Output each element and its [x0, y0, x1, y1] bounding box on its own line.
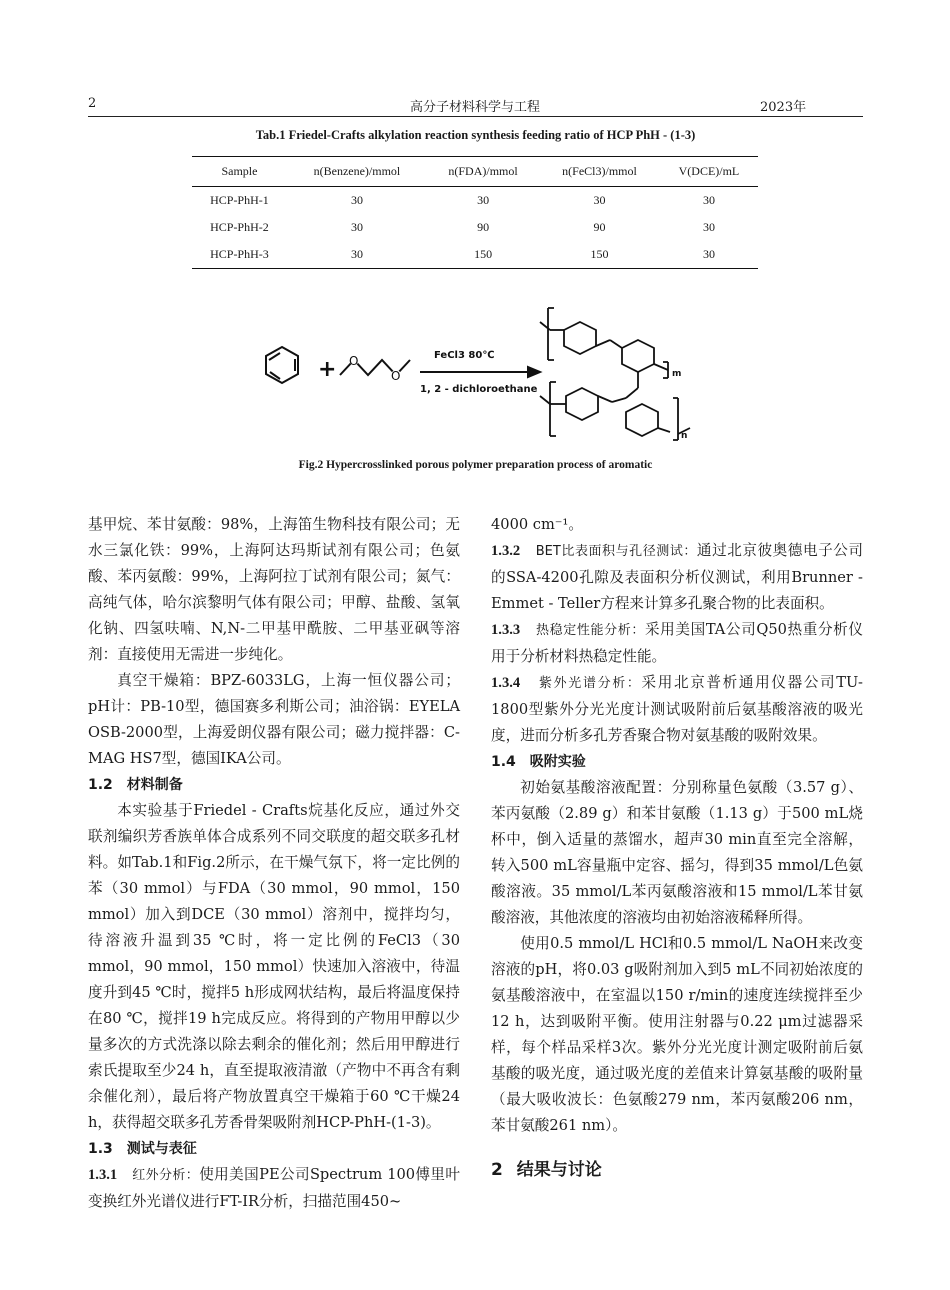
table-cell: 150: [539, 241, 660, 269]
table-cell: HCP-PhH-3: [192, 241, 287, 269]
section-number: 1.3: [88, 1141, 113, 1157]
section-number: 2: [491, 1160, 503, 1180]
subscript-m: m: [672, 369, 682, 379]
section-1-4-heading: [491, 749, 863, 775]
table-cell: 150: [427, 241, 539, 269]
section-title: 吸附实验: [529, 754, 586, 770]
section-number: 1.4: [491, 754, 516, 770]
subscript-n: n: [681, 431, 688, 441]
subsection-label: BET比表面积与孔径测试：: [535, 544, 697, 559]
reaction-scheme-figure: [250, 300, 710, 450]
adsorption-procedure-paragraph: 使用0.5 mmol/L HCl和0.5 mmol/L NaOH来改变溶液的pH，将0.03 g吸附剂加入到5 mL不同初始浓度的氨基酸溶液中，在室温以150 r/min的速度连续搅拌至少12 h，达到吸附平衡。使用注射器与0.22 μm过滤器采样，每个样品采样3次。紫外分光光度计测定吸附前后氨基酸的吸光度，通过吸光度的差值来计算氨基酸的吸附量（最大吸收波长：色氨酸279 nm，苯丙氨酸206 nm，苯甘氨酸261 nm）。: [491, 935, 863, 1134]
plus-sign: +: [318, 357, 337, 382]
section-number: 1.2: [88, 777, 113, 793]
section-1-2-heading: [88, 772, 460, 798]
table-cell: 90: [477, 220, 490, 234]
oxygen-label-2: O: [391, 369, 401, 383]
tga-paragraph: [491, 617, 863, 670]
oxygen-label-1: O: [349, 354, 359, 368]
subsection-text: 通过北京彼奥德电子公司的SSA-4200孔隙及表面积分析仪测试，利用Brunner - Emmet - Teller方程来计算多孔聚合物的比表面积。: [491, 542, 863, 612]
preparation-paragraph: 本实验基于Friedel - Crafts烷基化反应，通过外交联剂编织芳香族单体合成系列不同交联度的超交联多孔材料。如Tab.1和Fig.2所示，在干燥气氛下，将一定比例的苯（30 mmol）与FDA（30 mmol，90 mmol，150 mmol）加入到DCE（30 mmol）溶剂中，搅拌均匀，待溶液升温到35 ℃时，将一定比例的FeCl3（30 mmol，90 mmol，150 mmol）快速加入溶液中，待温度升到45 ℃时，搅拌5 h形成网状结构，最后将温度保持在80 ℃，搅拌19 h完成反应。将得到的产物用甲醇以少量多次的方式洗涤以除去剩余的催化剂；然后用甲醇进行索氏提取至少24 h，直至提取液清澈（产物中不再含有剩余催化剂），最后将产物放置真空干燥箱于60 ℃干燥24 h，获得超交联多孔芳香骨架吸附剂HCP-PhH-(1-3)。: [88, 802, 460, 1131]
section-title: 测试与表征: [126, 1141, 197, 1157]
table-row: [192, 187, 758, 215]
figure-caption: Fig.2 Hypercrosslinked porous polymer preparation process of aromatic: [298, 459, 653, 471]
table-cell: 30: [477, 193, 490, 207]
subsection-number: 1.3.1: [88, 1167, 118, 1183]
arrow-head: [528, 367, 540, 377]
table-row: [192, 214, 758, 241]
header-rule: [88, 116, 863, 117]
table-row: [192, 241, 758, 269]
table-cell: 30: [702, 220, 715, 234]
table-cell: 90: [593, 220, 606, 234]
subsection-label: 热稳定性能分析：: [535, 623, 645, 638]
table-cell: 30: [702, 193, 715, 207]
table-header-row: [192, 157, 758, 187]
col-benzene: n(Benzene)/mmol: [287, 157, 427, 187]
subsection-text: 采用美国TA公司Q50热重分析仪用于分析材料热稳定性能。: [491, 621, 863, 665]
feeding-ratio-table: [192, 156, 758, 269]
table-cell: 30: [350, 220, 363, 234]
section-title: 材料制备: [126, 777, 183, 793]
polymer-product-structure: [540, 308, 690, 440]
subsection-number: 1.3.4: [491, 675, 521, 691]
section-title: 结果与讨论: [516, 1160, 602, 1180]
table-cell: 30: [287, 241, 427, 269]
uv-paragraph: [491, 670, 863, 749]
header-year: 2023年: [760, 100, 807, 115]
reagent-label: FeCl3 80℃: [434, 350, 495, 361]
col-sample: Sample: [192, 157, 287, 187]
section-1-3-heading: [88, 1136, 460, 1162]
page-number: 2: [88, 96, 97, 111]
right-column: [491, 512, 863, 1184]
journal-title: 高分子材料科学与工程: [409, 100, 540, 115]
section-2-heading: [491, 1157, 863, 1184]
instruments-paragraph: 真空干燥箱：BPZ-6033LG，上海一恒仪器公司；pH计：PB-10型，德国赛多利斯公司；油浴锅：EYELA OSB-2000型，上海爱朗仪器有限公司；磁力搅拌器：C-MAG HS7型，德国IKA公司。: [88, 672, 460, 767]
table-cell: 30: [350, 193, 363, 207]
table-cell: 30: [660, 241, 758, 269]
col-fda: n(FDA)/mmol: [427, 157, 539, 187]
table-cell: HCP-PhH-2: [210, 220, 269, 234]
col-fecl3: n(FeCl3)/mmol: [539, 157, 660, 187]
left-column: [88, 512, 460, 1215]
ir-analysis-paragraph: [88, 1162, 460, 1215]
table-cell: 30: [593, 193, 606, 207]
solvent-label: 1, 2 - dichloroethane: [420, 384, 538, 395]
subsection-label: 红外分析：: [132, 1168, 200, 1183]
table-caption: Tab.1 Friedel-Crafts alkylation reaction synthesis feeding ratio of HCP PhH - (1-3): [255, 128, 696, 142]
table-cell: HCP-PhH-1: [210, 193, 269, 207]
subsection-number: 1.3.2: [491, 543, 521, 559]
solution-prep-paragraph: 初始氨基酸溶液配置：分别称量色氨酸（3.57 g）、苯丙氨酸（2.89 g）和苯甘氨酸（1.13 g）于500 mL烧杯中，倒入适量的蒸馏水，超声30 min直至完全溶解，转入500 mL容量瓶中定容、摇匀，得到35 mmol/L色氨酸溶液。35 mmol/L苯丙氨酸溶液和15 mmol/L苯甘氨酸溶液，其他浓度的溶液均由初始溶液稀释所得。: [491, 779, 863, 926]
bet-paragraph: [491, 538, 863, 617]
benzene-structure: [266, 347, 298, 383]
materials-paragraph: 基甲烷、苯甘氨酸：98%，上海笛生物科技有限公司；无水三氯化铁：99%，上海阿达玛斯试剂有限公司；色氨酸、苯丙氨酸：99%，上海阿拉丁试剂有限公司；氮气：高纯气体，哈尔滨黎明气体有限公司；甲醇、盐酸、氢氧化钠、四氢呋喃、N,N-二甲基甲酰胺、二甲基亚砜等溶剂：直接使用无需进一步纯化。: [88, 516, 460, 663]
col-dce: V(DCE)/mL: [660, 157, 758, 187]
subsection-label: 紫外光谱分析：: [539, 676, 642, 691]
subsection-number: 1.3.3: [491, 622, 521, 638]
subsection-text: 采用北京普析通用仪器公司TU-1800型紫外分光光度计测试吸附前后氨基酸溶液的吸光度，进而分析多孔芳香聚合物对氨基酸的吸附效果。: [491, 674, 863, 744]
subsection-text: 使用美国PE公司Spectrum 100傅里叶变换红外光谱仪进行FT-IR分析，扫描范围450~: [88, 1166, 460, 1210]
ir-range-continuation: 4000 cm⁻¹。: [491, 516, 583, 533]
